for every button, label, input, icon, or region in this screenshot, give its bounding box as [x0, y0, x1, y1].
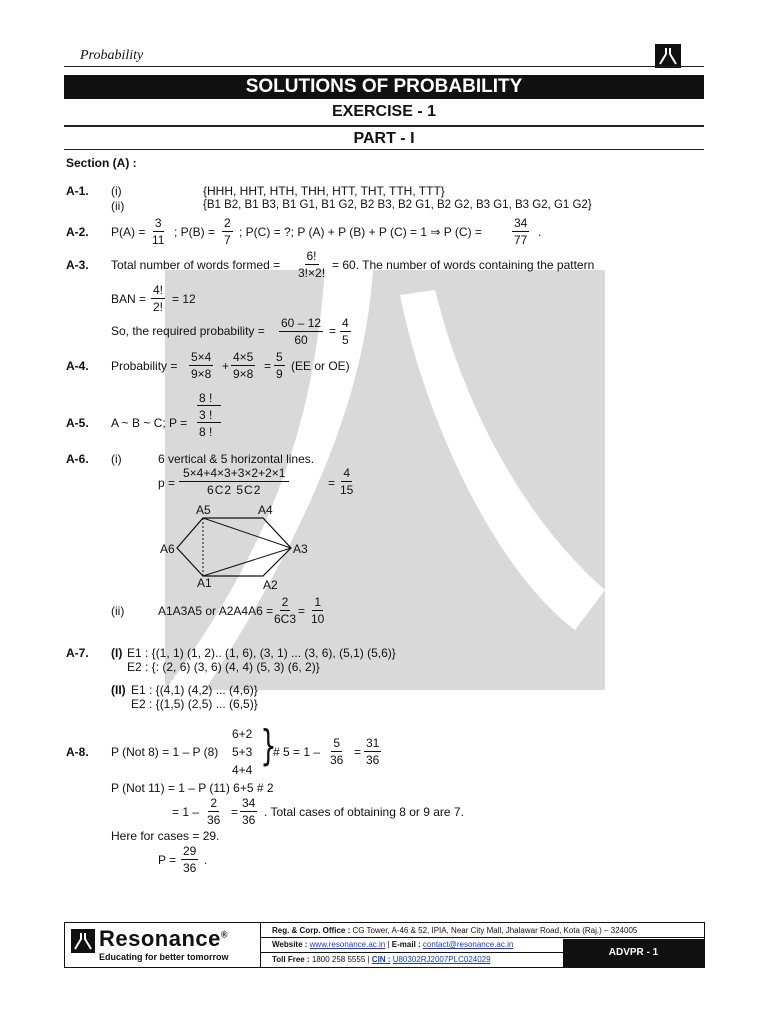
fraction-numerator: 34	[514, 216, 528, 230]
fraction-denominator: 36	[330, 753, 344, 767]
a5-top: 8 !	[199, 391, 213, 405]
fraction-denominator: 6C2 5C2	[207, 483, 262, 497]
header-rule	[64, 66, 704, 67]
fraction-numerator: 1	[314, 595, 322, 609]
a3-fraction-prob	[279, 316, 323, 347]
page-title: SOLUTIONS OF PROBABILITY	[64, 75, 704, 99]
question-label-a5: A-5.	[66, 416, 89, 430]
question-label-a7: A-7.	[66, 646, 89, 660]
fraction-denominator: 9	[276, 367, 283, 381]
page-footer	[64, 922, 705, 968]
fraction-denominator: 11	[152, 233, 165, 247]
vertex-a1: A1	[197, 576, 212, 590]
fraction-numerator: 6!	[306, 249, 317, 263]
a8-case-3: 4+4	[232, 763, 253, 777]
footer-row-rule-2	[261, 952, 563, 953]
fraction-denominator: 6C3	[274, 612, 297, 626]
subject-label: Probability	[80, 48, 144, 63]
a3-line1b: = 60. The number of words containing the pattern	[332, 258, 595, 272]
fraction-denominator: 36	[366, 753, 380, 767]
part-rule	[64, 149, 704, 150]
part-title: PART - I	[353, 130, 415, 147]
fraction-denominator: 36	[242, 813, 256, 827]
cin-number: U80302RJ2007PLC024029	[392, 955, 491, 964]
a6-eq: =	[328, 476, 336, 490]
a8-p: P =	[158, 853, 177, 867]
brand-name	[99, 926, 228, 952]
a8-line1: P (Not 8) = 1 – P (8)	[111, 745, 219, 759]
page-number: ADVPR - 1	[563, 939, 704, 967]
a1-i-tag: (i)	[111, 184, 122, 198]
a6-ii-text: A1A3A5 or A2A4A6 =	[158, 604, 274, 618]
vertex-a6: A6	[160, 542, 175, 556]
a3-ban-value: = 12	[172, 292, 196, 306]
fraction-denominator: 10	[311, 612, 325, 626]
fraction-numerator: 2	[281, 595, 289, 609]
brand-tagline: Educating for better tomorrow	[99, 952, 229, 962]
a6-fraction-2	[338, 466, 355, 497]
fraction-denominator: 7	[224, 233, 231, 247]
email-label: E-mail :	[391, 940, 421, 949]
fraction-denominator: 3!×2!	[298, 266, 326, 280]
question-label-a2: A-2.	[66, 225, 89, 239]
fraction-numerator: 31	[366, 736, 380, 750]
a8-fraction-1	[328, 736, 345, 767]
a6-fraction-3	[272, 595, 298, 626]
footer-row-rule-1	[261, 937, 704, 938]
a2-rest: ; P(C) = ?; P (A) + P (B) + P (C) = 1 ⇒ P (C) =	[239, 225, 482, 239]
website-link[interactable]: www.resonance.ac.in	[309, 940, 386, 949]
vertex-a4: A4	[258, 503, 273, 517]
footer-office	[272, 926, 637, 935]
a5-bot: 8 !	[199, 425, 213, 439]
fraction-denominator: 2!	[153, 300, 164, 314]
brand-text: Resonance	[99, 926, 221, 951]
a8-fraction-3	[205, 796, 222, 827]
a2-end: .	[538, 225, 542, 239]
fraction-numerator: 4	[342, 316, 349, 330]
a5-text: A ~ B ~ C; P =	[111, 416, 188, 430]
exercise-rule	[64, 125, 704, 127]
footer-logo	[65, 923, 261, 967]
cin-label: CIN :	[371, 955, 391, 964]
question-label-a4: A-4.	[66, 359, 89, 373]
header-logo-icon	[655, 44, 681, 68]
a8-fraction-4	[240, 796, 257, 827]
a6-i-tag: (i)	[111, 452, 122, 466]
a5-mid: 3 !	[199, 408, 213, 422]
a3-ban: BAN =	[111, 292, 147, 306]
fraction-numerator: 60 – 12	[281, 316, 322, 330]
a7-i-tag: (I)	[111, 646, 123, 660]
a2-fraction-pc	[512, 216, 529, 247]
a2-fraction-pb	[222, 216, 233, 247]
fraction-numerator: 5×4	[191, 350, 212, 364]
a3-fraction-words	[296, 249, 327, 280]
a4-eq: =	[264, 359, 272, 373]
footer-web: Website : www.resonance.ac.in | E-mail : contact@resonance.ac.in	[272, 940, 514, 949]
a7-i-e2: E2 : {: (2, 6) (3, 6) (4, 4) (5, 3) (6, 2)}	[127, 660, 320, 674]
a7-i-e1: E1 : {(1, 1) (1, 2).. (1, 6), (3, 1) ... (3, 6), (5,1) (5,6)}	[127, 646, 396, 660]
fraction-numerator: 4	[343, 466, 351, 480]
fraction-numerator: 4×5	[233, 350, 254, 364]
vertex-a5: A5	[196, 503, 211, 517]
vertex-a3: A3	[293, 542, 308, 556]
question-label-a1: A-1.	[66, 184, 89, 198]
hexagon-diagram	[155, 500, 315, 596]
a7-ii-tag: (II)	[111, 683, 126, 697]
hexagon-outline	[177, 518, 291, 576]
a8-hash: # 5 = 1 –	[273, 745, 321, 759]
a8-fraction-2	[364, 736, 381, 767]
a1-i-text: {HHH, HHT, HTH, THH, HTT, THT, TTH, TTT}	[203, 184, 445, 198]
office-address: CG Tower, A-46 & 52, IPIA, Near City Mall, Jhalawar Road, Kota (Raj.) – 324005	[352, 926, 638, 935]
tollfree-number: 1800 258 5555	[311, 955, 366, 964]
a8-case-1: 6+2	[232, 727, 253, 741]
fraction-denominator: 9×8	[191, 367, 212, 381]
fraction-numerator: 2	[224, 216, 231, 230]
a7-ii-e1: E1 : {(4,1) (4,2) ... (4,6)}	[131, 683, 258, 697]
website-label: Website :	[272, 940, 308, 949]
a3-so: So, the required probability =	[111, 324, 265, 338]
a2-pb: ; P(B) =	[174, 225, 216, 239]
a1-ii-tag: (ii)	[111, 199, 125, 213]
a4-fraction-1	[189, 350, 213, 381]
a2-fraction-pa	[150, 216, 166, 247]
fraction-denominator: 77	[514, 233, 528, 247]
question-label-a8: A-8.	[66, 745, 89, 759]
fraction-numerator: 2	[210, 796, 218, 810]
fraction-numerator: 4!	[153, 283, 164, 297]
office-label: Reg. & Corp. Office :	[272, 926, 351, 935]
footer-tollfree: Toll Free : 1800 258 5555 | CIN : U80302RJ2007PLC024029	[272, 955, 491, 964]
a1-ii-text: {B1 B2, B1 B3, B1 G1, B1 G2, B2 B3, B2 G1, B2 G2, B3 G1, B3 G2, G1 G2}	[203, 199, 592, 211]
a8-line3b: . Total cases of obtaining 8 or 9 are 7.	[264, 805, 464, 819]
tollfree-label: Toll Free :	[272, 955, 310, 964]
a6-ii-tag: (ii)	[111, 604, 125, 618]
question-label-a6: A-6.	[66, 452, 89, 466]
a4-plus: +	[222, 359, 230, 373]
fraction-numerator: 3	[154, 216, 162, 230]
a4-fraction-2	[231, 350, 255, 381]
question-label-a3: A-3.	[66, 258, 89, 272]
a5-rule-2	[197, 422, 221, 423]
a3-fraction-ban	[151, 283, 165, 314]
a6-fraction-4	[309, 595, 326, 626]
email-link[interactable]: contact@resonance.ac.in	[422, 940, 514, 949]
fraction-denominator: 5	[342, 333, 349, 347]
a8-line2: P (Not 11) = 1 – P (11) 6+5 # 2	[111, 781, 274, 795]
fraction-numerator: 5×4+4×3+3×2+2×1	[179, 466, 289, 482]
a7-ii-e2: E2 : {(1,5) (2,5) ... (6,5)}	[131, 697, 258, 711]
a3-line1a: Total number of words formed =	[111, 258, 281, 272]
fraction-numerator: 5	[276, 350, 283, 364]
registered-mark: ®	[220, 929, 229, 940]
a4-fraction-3	[274, 350, 285, 381]
fraction-denominator: 60	[294, 333, 308, 347]
fraction-denominator: 15	[340, 483, 354, 497]
a3-eq: =	[329, 324, 337, 338]
a8-eq-2: =	[231, 805, 239, 819]
a4-note: (EE or OE)	[291, 359, 350, 373]
a8-case-2: 5+3	[232, 745, 253, 759]
a8-line3a: = 1 –	[172, 805, 200, 819]
a8-line4: Here for cases = 29.	[111, 829, 220, 843]
a8-end: .	[204, 853, 208, 867]
fraction-numerator: 29	[183, 844, 197, 858]
a6-p: p =	[158, 476, 176, 490]
fraction-denominator: 36	[183, 861, 197, 875]
a3-fraction-result	[340, 316, 351, 347]
fraction-numerator: 5	[333, 736, 341, 750]
a5-rule-1	[197, 405, 221, 406]
fraction-numerator: 34	[242, 796, 256, 810]
a6-eq-2: =	[298, 604, 306, 618]
fraction-denominator: 36	[207, 813, 221, 827]
resonance-logo-icon	[71, 929, 95, 953]
a2-pa: P(A) =	[111, 225, 146, 239]
a8-fraction-5	[181, 844, 198, 875]
a4-prob: Probability =	[111, 359, 178, 373]
vertex-a2: A2	[263, 578, 278, 592]
a8-eq-1: =	[354, 745, 362, 759]
a8-brace: }	[260, 721, 277, 770]
section-heading: Section (A) :	[66, 156, 137, 170]
fraction-denominator: 9×8	[233, 367, 254, 381]
a6-i-text: 6 vertical & 5 horizontal lines.	[158, 452, 315, 466]
a6-fraction-1	[179, 466, 289, 497]
exercise-title: EXERCISE - 1	[331, 103, 437, 120]
